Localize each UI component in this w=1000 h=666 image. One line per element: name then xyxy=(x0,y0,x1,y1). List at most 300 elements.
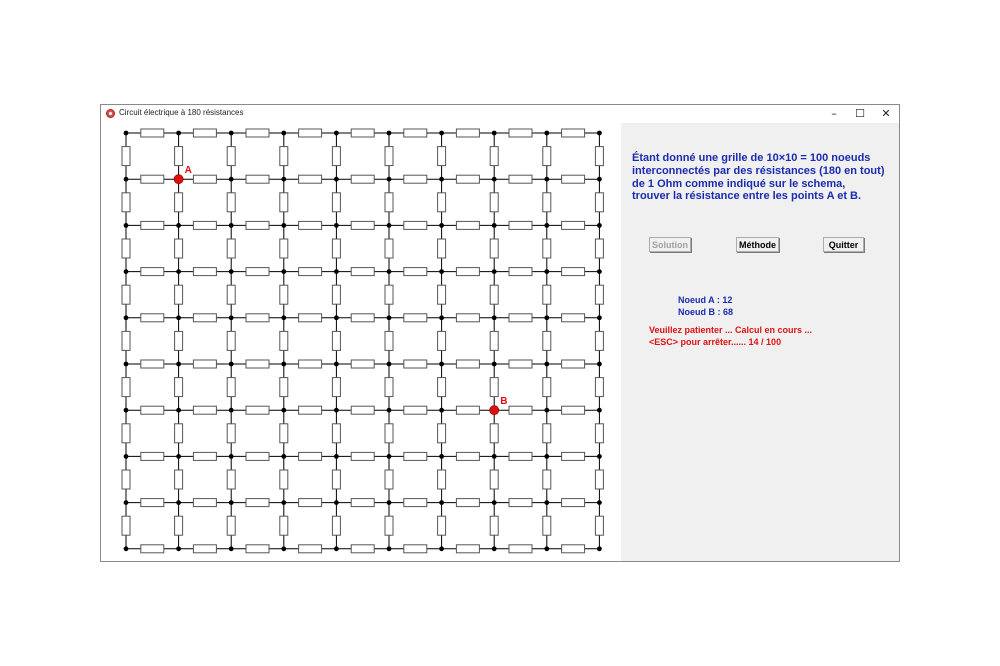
resistor-horizontal xyxy=(193,545,216,553)
resistor-vertical xyxy=(175,424,183,443)
resistor-vertical xyxy=(122,378,130,397)
resistor-vertical xyxy=(490,147,498,166)
resistor-vertical xyxy=(595,239,603,258)
grid-node xyxy=(334,315,339,320)
grid-node xyxy=(229,223,234,228)
resistor-vertical xyxy=(385,285,393,304)
grid-node xyxy=(176,408,181,413)
grid-node xyxy=(176,500,181,505)
grid-node xyxy=(439,269,444,274)
quitter-button[interactable]: Quitter xyxy=(823,237,864,252)
resistor-vertical xyxy=(122,239,130,258)
resistor-horizontal xyxy=(246,314,269,322)
grid-node xyxy=(544,362,549,367)
resistor-horizontal xyxy=(299,545,322,553)
resistor-horizontal xyxy=(562,406,585,414)
resistor-horizontal xyxy=(351,129,374,137)
resistor-horizontal xyxy=(456,452,479,460)
resistor-vertical xyxy=(438,378,446,397)
grid-node xyxy=(176,223,181,228)
close-button[interactable]: ✕ xyxy=(881,107,891,120)
resistor-horizontal xyxy=(246,452,269,460)
resistor-vertical xyxy=(332,193,340,212)
grid-node xyxy=(387,408,392,413)
resistor-vertical xyxy=(543,424,551,443)
resistor-vertical xyxy=(122,285,130,304)
grid-node xyxy=(439,315,444,320)
grid-node xyxy=(597,269,602,274)
resistor-vertical xyxy=(385,331,393,350)
resistor-horizontal xyxy=(193,406,216,414)
resistor-horizontal xyxy=(404,499,427,507)
resistor-horizontal xyxy=(351,360,374,368)
resistor-vertical xyxy=(280,331,288,350)
resistor-horizontal xyxy=(141,452,164,460)
resistor-horizontal xyxy=(351,406,374,414)
problem-line-3: de 1 Ohm comme indiqué sur le schema, xyxy=(632,177,846,190)
resistor-horizontal xyxy=(193,175,216,183)
resistor-vertical xyxy=(332,424,340,443)
grid-node xyxy=(334,177,339,182)
status-calculating: Veuillez patienter ... Calcul en cours ... xyxy=(649,325,813,335)
grid-node xyxy=(492,131,497,136)
resistor-horizontal xyxy=(299,314,322,322)
node-b-info: Noeud B : 68 xyxy=(678,307,734,317)
resistor-vertical xyxy=(332,147,340,166)
grid-node xyxy=(334,223,339,228)
resistor-horizontal xyxy=(299,221,322,229)
resistor-vertical xyxy=(175,516,183,535)
grid-node xyxy=(387,131,392,136)
grid-node xyxy=(281,408,286,413)
resistor-grid xyxy=(101,123,621,561)
resistor-horizontal xyxy=(193,268,216,276)
grid-node xyxy=(544,315,549,320)
resistor-vertical xyxy=(543,193,551,212)
resistor-horizontal xyxy=(456,221,479,229)
resistor-horizontal xyxy=(562,175,585,183)
resistor-horizontal xyxy=(246,268,269,276)
grid-node xyxy=(492,500,497,505)
grid-node xyxy=(439,362,444,367)
resistor-vertical xyxy=(227,193,235,212)
grid-node xyxy=(544,269,549,274)
resistor-vertical xyxy=(543,285,551,304)
resistor-horizontal xyxy=(509,360,532,368)
resistor-vertical xyxy=(595,424,603,443)
resistor-horizontal xyxy=(246,499,269,507)
minimize-button[interactable]: – xyxy=(831,107,837,120)
circuit-area xyxy=(101,123,621,561)
resistor-horizontal xyxy=(562,545,585,553)
resistor-vertical xyxy=(543,239,551,258)
resistor-horizontal xyxy=(404,360,427,368)
resistor-vertical xyxy=(490,378,498,397)
problem-statement xyxy=(632,152,894,203)
resistor-horizontal xyxy=(351,452,374,460)
resistor-vertical xyxy=(490,516,498,535)
grid-node xyxy=(492,223,497,228)
resistor-horizontal xyxy=(299,175,322,183)
resistor-horizontal xyxy=(193,360,216,368)
grid-node xyxy=(176,454,181,459)
resistor-vertical xyxy=(595,285,603,304)
methode-button[interactable]: Méthode xyxy=(736,237,779,252)
grid-node xyxy=(492,315,497,320)
resistor-vertical xyxy=(490,193,498,212)
problem-line-2: interconnectés par des résistances (180 en tout) xyxy=(632,164,885,177)
resistor-horizontal xyxy=(404,175,427,183)
resistor-vertical xyxy=(175,147,183,166)
resistor-vertical xyxy=(385,193,393,212)
resistor-horizontal xyxy=(141,221,164,229)
resistor-horizontal xyxy=(456,545,479,553)
grid-node xyxy=(281,223,286,228)
grid-node xyxy=(597,546,602,551)
grid-node xyxy=(124,131,129,136)
grid-node xyxy=(281,177,286,182)
resistor-horizontal xyxy=(246,360,269,368)
grid-node xyxy=(176,269,181,274)
resistor-horizontal xyxy=(299,499,322,507)
resistor-horizontal xyxy=(193,129,216,137)
resistor-vertical xyxy=(332,378,340,397)
grid-node xyxy=(229,500,234,505)
resistor-vertical xyxy=(227,239,235,258)
resistor-vertical xyxy=(438,193,446,212)
resistor-horizontal xyxy=(562,360,585,368)
grid-node xyxy=(597,177,602,182)
resistor-horizontal xyxy=(562,129,585,137)
resistor-horizontal xyxy=(299,268,322,276)
node-a-info: Noeud A : 12 xyxy=(678,295,733,305)
point-b-marker xyxy=(490,406,499,415)
resistor-vertical xyxy=(438,516,446,535)
resistor-vertical xyxy=(385,239,393,258)
resistor-vertical xyxy=(122,470,130,489)
resistor-horizontal xyxy=(562,314,585,322)
point-b-label: B xyxy=(500,396,508,408)
grid-node xyxy=(334,269,339,274)
resistor-horizontal xyxy=(509,268,532,276)
resistor-vertical xyxy=(280,285,288,304)
grid-node xyxy=(387,223,392,228)
resistor-horizontal xyxy=(456,406,479,414)
resistor-horizontal xyxy=(456,268,479,276)
grid-node xyxy=(281,500,286,505)
resistor-horizontal xyxy=(404,129,427,137)
grid-node xyxy=(281,131,286,136)
resistor-vertical xyxy=(227,378,235,397)
resistor-vertical xyxy=(175,285,183,304)
grid-node xyxy=(439,500,444,505)
grid-node xyxy=(334,546,339,551)
resistor-horizontal xyxy=(141,406,164,414)
resistor-vertical xyxy=(122,331,130,350)
grid-node xyxy=(597,454,602,459)
resistor-horizontal xyxy=(404,268,427,276)
resistor-horizontal xyxy=(246,175,269,183)
grid-node xyxy=(544,500,549,505)
resistor-horizontal xyxy=(193,314,216,322)
resistor-horizontal xyxy=(141,175,164,183)
resistor-vertical xyxy=(175,470,183,489)
grid-node xyxy=(124,269,129,274)
resistor-horizontal xyxy=(141,314,164,322)
resistor-horizontal xyxy=(246,221,269,229)
resistor-vertical xyxy=(490,424,498,443)
grid-node xyxy=(124,315,129,320)
resistor-horizontal xyxy=(299,360,322,368)
resistor-vertical xyxy=(175,378,183,397)
resistor-horizontal xyxy=(456,499,479,507)
resistor-vertical xyxy=(280,239,288,258)
resistor-vertical xyxy=(438,424,446,443)
resistor-vertical xyxy=(332,331,340,350)
resistor-horizontal xyxy=(456,314,479,322)
resistor-vertical xyxy=(280,193,288,212)
resistor-horizontal xyxy=(193,499,216,507)
resistor-vertical xyxy=(332,285,340,304)
grid-node xyxy=(597,408,602,413)
resistor-vertical xyxy=(595,331,603,350)
resistor-horizontal xyxy=(509,129,532,137)
resistor-vertical xyxy=(438,239,446,258)
resistor-vertical xyxy=(490,331,498,350)
grid-node xyxy=(544,454,549,459)
grid-node xyxy=(176,315,181,320)
resistor-vertical xyxy=(543,516,551,535)
grid-node xyxy=(492,269,497,274)
resistor-vertical xyxy=(595,378,603,397)
resistor-vertical xyxy=(490,285,498,304)
point-a-label: A xyxy=(184,165,192,177)
resistor-horizontal xyxy=(193,221,216,229)
grid-node xyxy=(387,362,392,367)
app-icon xyxy=(106,109,115,118)
grid-node xyxy=(124,546,129,551)
grid-node xyxy=(229,362,234,367)
resistor-horizontal xyxy=(351,268,374,276)
resistor-horizontal xyxy=(404,406,427,414)
resistor-vertical xyxy=(227,285,235,304)
grid-node xyxy=(439,131,444,136)
resistor-horizontal xyxy=(299,129,322,137)
resistor-vertical xyxy=(280,378,288,397)
resistor-vertical xyxy=(438,147,446,166)
maximize-button[interactable]: ☐ xyxy=(855,107,865,120)
grid-node xyxy=(281,454,286,459)
problem-line-1: Étant donné une grille de 10×10 = 100 noeuds xyxy=(632,152,871,164)
grid-node xyxy=(334,500,339,505)
resistor-vertical xyxy=(490,470,498,489)
grid-node xyxy=(281,269,286,274)
grid-node xyxy=(124,408,129,413)
resistor-vertical xyxy=(175,239,183,258)
grid-node xyxy=(176,362,181,367)
resistor-vertical xyxy=(332,239,340,258)
grid-node xyxy=(281,362,286,367)
resistor-vertical xyxy=(227,470,235,489)
resistor-vertical xyxy=(543,147,551,166)
resistor-vertical xyxy=(385,147,393,166)
grid-node xyxy=(439,546,444,551)
grid-node xyxy=(334,408,339,413)
resistor-horizontal xyxy=(562,221,585,229)
grid-node xyxy=(597,500,602,505)
title-bar[interactable] xyxy=(101,105,899,123)
grid-node xyxy=(387,269,392,274)
resistor-horizontal xyxy=(456,129,479,137)
resistor-horizontal xyxy=(193,452,216,460)
grid-node xyxy=(439,454,444,459)
grid-node xyxy=(544,546,549,551)
resistor-vertical xyxy=(543,331,551,350)
problem-line-4: trouver la résistance entre les points A et B. xyxy=(632,190,862,203)
resistor-vertical xyxy=(175,193,183,212)
solution-button[interactable]: Solution xyxy=(649,237,691,252)
grid-node xyxy=(439,223,444,228)
resistor-horizontal xyxy=(509,499,532,507)
resistor-vertical xyxy=(227,147,235,166)
resistor-horizontal xyxy=(299,452,322,460)
resistor-vertical xyxy=(595,147,603,166)
resistor-vertical xyxy=(543,378,551,397)
resistor-horizontal xyxy=(509,545,532,553)
resistor-horizontal xyxy=(141,499,164,507)
grid-node xyxy=(387,546,392,551)
grid-node xyxy=(439,408,444,413)
resistor-vertical xyxy=(595,470,603,489)
resistor-vertical xyxy=(122,516,130,535)
resistor-horizontal xyxy=(562,452,585,460)
resistor-horizontal xyxy=(562,268,585,276)
resistor-vertical xyxy=(385,424,393,443)
resistor-horizontal xyxy=(509,452,532,460)
resistor-horizontal xyxy=(404,314,427,322)
resistor-horizontal xyxy=(246,545,269,553)
grid-node xyxy=(597,362,602,367)
resistor-vertical xyxy=(227,331,235,350)
resistor-vertical xyxy=(227,516,235,535)
grid-node xyxy=(124,500,129,505)
grid-node xyxy=(597,223,602,228)
resistor-horizontal xyxy=(351,499,374,507)
window-title: Circuit électrique à 180 résistances xyxy=(119,108,244,117)
grid-node xyxy=(597,315,602,320)
grid-node xyxy=(544,131,549,136)
resistor-vertical xyxy=(280,516,288,535)
resistor-vertical xyxy=(438,331,446,350)
resistor-horizontal xyxy=(404,545,427,553)
resistor-horizontal xyxy=(562,499,585,507)
control-panel xyxy=(621,123,899,561)
resistor-vertical xyxy=(122,147,130,166)
grid-node xyxy=(544,177,549,182)
resistor-vertical xyxy=(385,516,393,535)
grid-node xyxy=(439,177,444,182)
grid-node xyxy=(492,454,497,459)
resistor-horizontal xyxy=(141,360,164,368)
resistor-vertical xyxy=(595,516,603,535)
grid-node xyxy=(229,269,234,274)
grid-node xyxy=(492,362,497,367)
resistor-horizontal xyxy=(404,221,427,229)
grid-node xyxy=(124,177,129,182)
grid-node xyxy=(492,177,497,182)
resistor-horizontal xyxy=(351,314,374,322)
grid-node xyxy=(544,223,549,228)
grid-node xyxy=(229,315,234,320)
resistor-horizontal xyxy=(141,268,164,276)
resistor-horizontal xyxy=(299,406,322,414)
resistor-horizontal xyxy=(509,406,532,414)
resistor-horizontal xyxy=(509,314,532,322)
grid-node xyxy=(124,223,129,228)
resistor-horizontal xyxy=(509,221,532,229)
resistor-vertical xyxy=(385,378,393,397)
resistor-vertical xyxy=(543,470,551,489)
resistor-vertical xyxy=(280,424,288,443)
grid-node xyxy=(229,131,234,136)
resistor-horizontal xyxy=(351,175,374,183)
status-progress: <ESC> pour arrêter...... 14 / 100 xyxy=(649,337,782,347)
grid-node xyxy=(387,315,392,320)
resistor-vertical xyxy=(385,470,393,489)
resistor-vertical xyxy=(280,147,288,166)
resistor-horizontal xyxy=(351,545,374,553)
grid-node xyxy=(229,408,234,413)
resistor-vertical xyxy=(332,516,340,535)
resistor-horizontal xyxy=(456,175,479,183)
resistor-vertical xyxy=(438,285,446,304)
resistor-horizontal xyxy=(456,360,479,368)
grid-node xyxy=(544,408,549,413)
resistor-vertical xyxy=(280,470,288,489)
resistor-vertical xyxy=(490,239,498,258)
grid-node xyxy=(124,454,129,459)
grid-node xyxy=(176,131,181,136)
grid-node xyxy=(229,177,234,182)
grid-node xyxy=(492,546,497,551)
grid-node xyxy=(597,131,602,136)
grid-node xyxy=(229,546,234,551)
point-a-marker xyxy=(174,175,183,184)
resistor-vertical xyxy=(227,424,235,443)
grid-node xyxy=(387,500,392,505)
grid-node xyxy=(281,546,286,551)
grid-node xyxy=(334,131,339,136)
app-window xyxy=(100,104,900,562)
grid-node xyxy=(334,362,339,367)
resistor-horizontal xyxy=(509,175,532,183)
resistor-horizontal xyxy=(246,129,269,137)
resistor-horizontal xyxy=(351,221,374,229)
resistor-horizontal xyxy=(246,406,269,414)
grid-node xyxy=(387,177,392,182)
resistor-vertical xyxy=(595,193,603,212)
grid-node xyxy=(387,454,392,459)
grid-node xyxy=(229,454,234,459)
resistor-vertical xyxy=(175,331,183,350)
resistor-vertical xyxy=(438,470,446,489)
grid-node xyxy=(334,454,339,459)
resistor-vertical xyxy=(122,424,130,443)
resistor-horizontal xyxy=(141,545,164,553)
grid-node xyxy=(124,362,129,367)
grid-node xyxy=(281,315,286,320)
resistor-horizontal xyxy=(141,129,164,137)
